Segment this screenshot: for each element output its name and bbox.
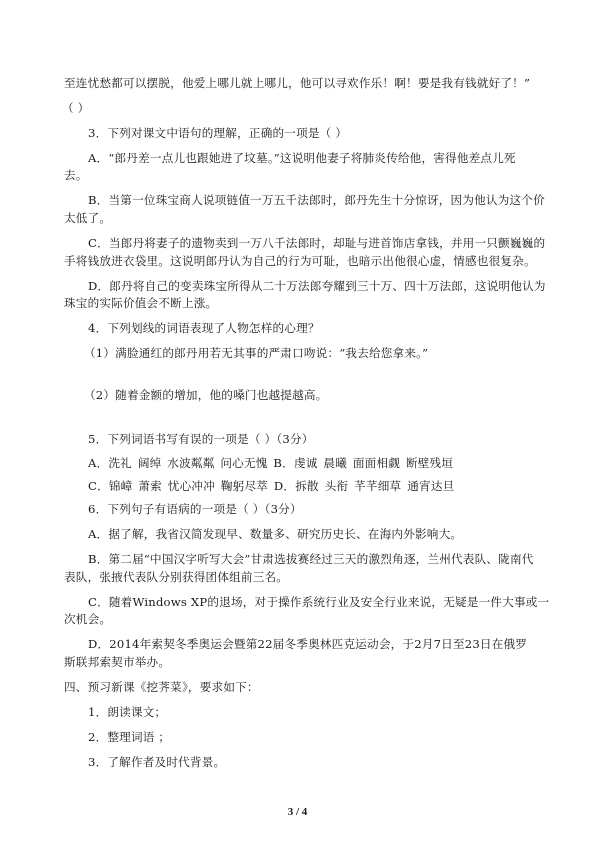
question-5: 5．下列词语书写有误的一项是（ ）（3分） bbox=[88, 432, 314, 446]
option-line: 表队，张掖代表队分别获得团体组前三名。 bbox=[64, 570, 289, 584]
sub-question: （1）满脸通红的郎丹用若无其事的严肃口吻说：“我去给您拿来。” bbox=[84, 346, 429, 360]
question-6: 6．下列句子有语病的一项是（ ）（3分） bbox=[88, 502, 302, 516]
answer-blank: （ ） bbox=[62, 101, 90, 115]
option-line: A．“郎丹差一点儿也跟她进了坟墓。”这说明他妻子将肺炎传给他，害得他差点儿死 bbox=[88, 151, 516, 165]
sub-question: （2）随着金额的增加，他的嗓门也越提越高。 bbox=[84, 388, 328, 402]
option-line: 珠宝的实际价值会不断上涨。 bbox=[64, 296, 218, 310]
task-item: 2．整理词语 ； bbox=[88, 730, 171, 744]
option-line: B．当第一位珠宝商人说项链值一万五千法郎时，郎丹先生十分惊讶，因为他认为这个价 bbox=[88, 193, 545, 207]
option-line: 次机会。 bbox=[64, 612, 112, 626]
section-heading: 四、预习新课《挖荠菜》，要求如下： bbox=[64, 680, 259, 694]
option-line: B．第二届“中国汉字听写大会”甘肃选拔赛经过三天的激烈角逐，兰州代表队、陇南代 bbox=[88, 552, 534, 566]
option-line: 手将钱放进衣袋里。这说明郎丹认为自己的行为可耻，也暗示出他很心虚，情感也很复杂。 bbox=[64, 254, 536, 268]
option-line: C．随着Windows XP的退场，对于操作系统行业及安全行业来说，无疑是一件大事或一 bbox=[88, 595, 550, 609]
option-line: D．郎丹将自己的变卖珠宝所得从二十万法郎夸耀到三十万、四十万法郎，这说明他认为 bbox=[88, 279, 546, 293]
question-3: 3．下列对课文中语句的理解，正确的一项是（ ） bbox=[88, 126, 348, 140]
option-line: D．2014年索契冬季奥运会暨第22届冬季奥林匹克运动会，于2月7日至23日在俄罗 bbox=[88, 637, 528, 651]
question-4: 4．下列划线的词语表现了人物怎样的心理？ bbox=[88, 321, 320, 335]
option-line: C．当郎丹将妻子的遗物卖到一万八千法郎时，却耻与进首饰店拿钱，并用一只颤巍巍的 bbox=[88, 236, 546, 250]
option-line: 太低了。 bbox=[64, 211, 112, 225]
option-line: 斯联邦索契市举办。 bbox=[64, 655, 171, 669]
task-item: 3．了解作者及时代背景。 bbox=[88, 755, 226, 769]
option-line: A．洗礼 阔绰 水波粼粼 问心无愧 B．虔诚 晨曦 面面相觑 断壁残垣 bbox=[88, 456, 454, 470]
option-line: 去。 bbox=[64, 168, 88, 182]
text-line: 至连忧愁都可以摆脱，他爱上哪儿就上哪儿，他可以寻欢作乐！啊！要是我有钱就好了！” bbox=[64, 76, 531, 90]
option-line: A．据了解，我省汉简发现早、数量多、研究历史长、在海内外影响大。 bbox=[88, 527, 463, 541]
page-number: 3 / 4 bbox=[287, 806, 308, 818]
option-line: C．锦嶂 萧索 忧心冲冲 鞠躬尽萃 D．拆散 头衔 芊芊细草 通宵达旦 bbox=[88, 479, 455, 493]
task-item: 1．朗读课文； bbox=[88, 705, 167, 719]
